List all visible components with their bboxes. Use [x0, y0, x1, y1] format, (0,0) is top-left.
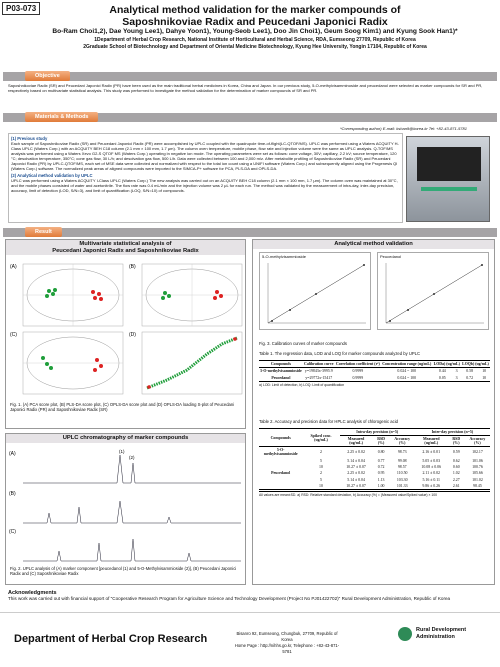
- methods-paragraph-1: Each sample of Saposhnikoviae Radix (SR) and Peucedani Japonici Radix (PR) were accomplished by UPLC coupled with the quadrupole time-of-flight(LC-QTOF/MS). UPLC was performed using a Waters ACQUITY H-Class UPLC (Waters Corp.) with an ACQUITY BEH C18 column (2.1 mm × 100 mm, 1.7 μm). The column oven temperature, mobile phase, flow rate and injection volume were the same as UPLC analysis. Q-TOF/MS analysis was performed using a Waters Xevo G2-S QTOF MS (Waters Corp.) operating in negative ion mode. The operating parameters were set as follows: cone voltage, 30V; capillary, 2.2 kV; source temperature, 120 °C; desolvation temperature, 350°C; cone gas flow, 30 L/h; and desolvation gas flow, 500 L/h. Data were collected between 100 and 2,000 m/z. After metabolite profiling of Saposhnikoviae Radix (SR) and Peucedani Japonici Radix (PR) by UPLC-QTOF/MS, each set of MSE data were collected and normalized with respect to the total ion count using a UNIFI software (Waters Corp.) and subsequently aligned using the Progenesis QI (Waters Corp.) software. The normalized peak areas of aligned compounds were imported to the SIMCA-P+ software for PCA, PLS-DA and OPLS-DA.: [11, 141, 399, 171]
- pca-score-plot: [23, 264, 123, 326]
- multivariate-panel: [5, 239, 246, 429]
- curve-title-2: Peucedanol: [380, 254, 402, 259]
- t1-cell: 0.024 ~ 100: [397, 375, 417, 380]
- t2-cell: 5.14 ± 0.04: [347, 477, 365, 482]
- t2-cell: 103.30: [396, 477, 408, 482]
- t2-cell: 98.45: [473, 484, 482, 489]
- t2-cell: 2.16 ± 0.01: [422, 450, 441, 455]
- t2-cell: 1.00: [377, 484, 385, 489]
- multivariate-header-line-2: Peucedani Japonici Radix and Saposhnikoviae Radix: [52, 247, 199, 254]
- methods-heading-2: (2) Analytical method validation by UPLC: [11, 173, 93, 178]
- t2-cell: 0.77: [377, 458, 385, 463]
- t2-cell: 101.06: [472, 458, 483, 463]
- peak-label-1: (1): [119, 449, 125, 454]
- table1-note: a) LOD: Limit of detection, b) LOQ: Limit of quantification: [259, 382, 345, 387]
- uplc-header: UPLC chromatography of marker compounds: [6, 434, 245, 443]
- t2-cell: 5: [320, 477, 322, 482]
- ack-heading: Acknowledgments: [8, 590, 57, 596]
- address-line-2: Home Page : http://nihhs.go.kr, Telephone : +82-43-871-5781: [234, 643, 340, 654]
- authors: Bo-Ram Choi1,2), Dae Young Lee1), Dahye Yoon1), Young-Seob Lee1), Doo Jin Choi1), Geum Soog Kim1) and Kyung Sook Han1)*: [52, 28, 458, 35]
- uplc-panel: [5, 433, 246, 585]
- multivariate-header: [6, 240, 245, 255]
- t1-cell: 0.05: [438, 375, 446, 380]
- t2-header: Spiked conc. (ug/mL): [302, 429, 339, 447]
- t2-header: Accuracy (%): [465, 436, 490, 447]
- table2-title: Table 2. Accuracy and precision data for HPLC analysis of chlorogenic acid: [259, 419, 398, 424]
- t2-cell: 102.17: [472, 450, 483, 455]
- panel-label-b: (B): [129, 264, 136, 270]
- title-line-2: Saposhnikoviae Radix and Peucedani Japonici Radix: [122, 16, 388, 28]
- t2-header: Measured (ug/mL): [340, 436, 373, 447]
- oplsda-score-plot: [23, 332, 123, 394]
- t2-group-header: Intra-day precision (n=5): [340, 429, 415, 436]
- t1-cell: 10: [482, 369, 487, 374]
- acknowledgments: [8, 590, 492, 602]
- poster-title: [20, 4, 490, 28]
- chromatogram-c: [23, 539, 241, 561]
- validation-panel: [252, 239, 495, 585]
- methods-paragraph-2: UPLC was performed using a Waters ACQUITY I-Class UPLC (Waters Corp.) The new analysis was carried out on an ACQUITY BEH C18 column (2.1 mm × 100 mm, 1.7 μm). The column oven was maintained at 30°C, and the mobile phases consisted of water and acetonitrile. The flow rate was 0.4 mL/min and the injection volume was 2 μL for each run. The method was validated by the measurement of intra-day, inter-day precision, accuracy, limit of detection (LOD, S/N=3), and limit of quantification (LOQ, S/N=10) of compounds.: [11, 178, 398, 193]
- t1-cell: Peucedanol: [271, 375, 291, 380]
- t2-header: RSD (%): [448, 436, 465, 447]
- t2-header: RSD (%): [373, 436, 390, 447]
- ack-text: This work was carried out with financial support of "Cooperative Research Program for Agriculture Science and Technology Development (Project No PJ01422702)" Rural Development Administration, Republic of Korea: [8, 596, 451, 601]
- t1-cell: y=19843x-3995.9: [304, 369, 333, 374]
- t1-header: Concentration range (ug/mL): [382, 362, 432, 366]
- t2-cell: 10: [319, 484, 323, 489]
- rda-line-2: Administration: [416, 634, 455, 640]
- t2-cell: 2.25 ± 0.02: [347, 450, 365, 455]
- t1-header: Calibration curve: [304, 362, 334, 366]
- t2-cell: 98.57: [397, 464, 407, 469]
- t1-cell: 3: [455, 375, 458, 380]
- footer-address: [232, 631, 342, 655]
- oplsda-s-plot: [142, 332, 242, 394]
- calibration-curve-2: [377, 252, 489, 330]
- t2-cell: 0.59: [452, 450, 460, 455]
- uplc-chromatograms: [7, 443, 246, 565]
- methods-bar: [3, 113, 497, 122]
- t2-cell: 10.27 ± 0.07: [346, 464, 366, 469]
- t2-cell: 2.61: [452, 484, 460, 489]
- address-line-1: Bisanro 92, Eumseong, Chungbuk, 27709, Republic of Korea: [236, 631, 338, 642]
- t1-header: Compounds: [259, 361, 303, 368]
- rda-name: [416, 627, 466, 641]
- footer-organization: Department of Herbal Crop Research: [14, 633, 208, 645]
- panel-label-a: (A): [10, 264, 17, 270]
- t2-cell: 100.76: [472, 464, 483, 469]
- t2-header: Compounds: [259, 429, 302, 447]
- t1-cell: 0.9999: [352, 375, 364, 380]
- poster-id: P03-073: [2, 2, 40, 15]
- t1-header: Correlation coefficient (r²): [335, 362, 380, 366]
- t2-cell: 98.73: [397, 450, 407, 455]
- table-row: [259, 368, 490, 375]
- chrom-label-b: (B): [9, 491, 16, 497]
- t2-cell: 110.50: [396, 471, 408, 476]
- t2-cell: 0.80: [377, 450, 385, 455]
- t1-cell: 0.72: [466, 375, 474, 380]
- t2-cell: 101.33: [396, 484, 408, 489]
- objective-text: Saposhnikoviae Radix (SR) and Peucedani Japonici Radix (PR) have been used as the main traditional herbal medicines in Korea, China and Japan. In our previous study, 5-O-methylvisamminoside and peucedanol were selected as marker compounds for SR and PR, respectively based on multivariate statistical analysis. This study was performed to investigate the method validation for the determination of marker compounds of SR and PR.: [8, 83, 483, 93]
- t1-header: LODa) (ug/mL): [433, 362, 460, 366]
- objective-label: Objective: [25, 71, 70, 81]
- t2-cell: 2.11 ± 0.02: [422, 471, 441, 476]
- t1-cell: 10: [482, 375, 487, 380]
- t2-cell: 105.66: [472, 471, 483, 476]
- t2-cell: 10: [319, 464, 323, 469]
- table-row: [259, 483, 490, 490]
- methods-label: Materials & Methods: [25, 112, 98, 122]
- table2-body: [259, 447, 490, 490]
- t2-cell: 0.60: [452, 464, 460, 469]
- t2-header: Measured (ug/mL): [415, 436, 448, 447]
- t2-cell: [259, 483, 302, 490]
- t1-header: LOQb) (ug/mL): [462, 362, 489, 366]
- t2-cell: 2: [320, 450, 322, 455]
- uplc-instrument-image: [406, 136, 490, 222]
- affiliations: [20, 37, 490, 50]
- validation-header: Analytical method validation: [253, 240, 494, 249]
- t2-cell: 0.72: [377, 464, 385, 469]
- t2-cell: 5.14 ± 0.04: [347, 458, 365, 463]
- rda-line-1: Rural Development: [416, 627, 467, 633]
- t2-cell: 99.08: [397, 458, 407, 463]
- methods-box: [8, 133, 403, 223]
- t2-cell: 2.27: [452, 477, 460, 482]
- t2-group-header: Inter-day precision (n=5): [415, 429, 490, 436]
- plsda-score-plot: [142, 264, 242, 326]
- t2-cell: 10.08 ± 0.06: [421, 464, 442, 469]
- panel-label-d: (D): [129, 332, 136, 338]
- multivariate-header-line-1: Multivariate statistical analysis of: [79, 241, 172, 247]
- t2-cell: 5-O-methylvisammioside: [263, 448, 298, 457]
- t2-cell: Peucedanol: [271, 471, 291, 476]
- t2-cell: 101.02: [472, 477, 483, 482]
- chrom-label-c: (C): [9, 529, 16, 535]
- table2-note: All values are mean±SD. a) RSD: Relative standard deviation, b) Accuracy (%) = (Measured value/Spiked value) × 100: [259, 491, 490, 497]
- methods-heading-1: (1) Previous study: [11, 136, 48, 141]
- chrom-label-a: (A): [9, 451, 16, 457]
- curve-title-1: 5-O-methylvisammioside: [262, 254, 307, 259]
- score-plots: [7, 258, 246, 398]
- t2-cell: 0.95: [377, 471, 385, 476]
- t2-cell: 2: [320, 471, 322, 476]
- t2-cell: 2.25 ± 0.02: [347, 471, 365, 476]
- result-bar: [3, 228, 497, 237]
- t2-cell: 5.05 ± 0.03: [422, 458, 441, 463]
- t2-cell: 9.86 ± 0.26: [422, 484, 441, 489]
- t2-header: Accuracy (%): [390, 436, 415, 447]
- affiliation-1: 1Department of Herbal Crop Research, National Institute of Horticultural and Herbal Science, RDA, Eumseong 27709, Republic of Korea: [94, 37, 416, 43]
- t1-cell: 0.9999: [352, 369, 364, 374]
- result-label: Result: [25, 227, 62, 237]
- title-line-1: Analytical method validation for the marker compounds of: [109, 4, 401, 16]
- table2: [259, 428, 490, 497]
- table1: [259, 360, 490, 387]
- t1-cell: 0.58: [466, 369, 474, 374]
- t2-cell: 1.13: [377, 477, 385, 482]
- t2-cell: 0.62: [452, 458, 460, 463]
- t1-cell: 5-O-methylvisammioside: [260, 369, 302, 374]
- t2-cell: 5: [320, 458, 322, 463]
- t2-cell: 5.16 ± 0.11: [422, 477, 441, 482]
- correspondence: *Corresponding author) E-mail: kshan9@korea.kr Tel: +82-43-871-5781: [340, 126, 467, 131]
- table-row: [259, 374, 490, 381]
- footer: [0, 612, 500, 667]
- t1-cell: 0.44: [438, 369, 446, 374]
- fig2-caption: Fig. 2. UPLC analysis of (A) marker component [peucedanol (1) and 5-O-Methylvisammioside (2)], (B) Peucedani Japonici Radix and (C) Saposhnikoviae Radix: [10, 566, 237, 576]
- table-row: [259, 447, 490, 458]
- peak-label-2: (2): [129, 455, 135, 460]
- t1-cell: y=29772x-15417: [305, 375, 333, 380]
- t1-cell: 0.024 ~ 100: [397, 369, 417, 374]
- t1-cell: 3: [455, 369, 458, 374]
- t2-cell: 10.27 ± 0.07: [346, 484, 366, 489]
- t2-cell: 1.02: [452, 471, 460, 476]
- calibration-curve-1: [259, 252, 371, 330]
- rda-logo-icon: [398, 627, 412, 641]
- objective-bar: [3, 72, 497, 81]
- affiliation-2: 2Graduate School of Biotechnology and Department of Oriental Medicine Biotechnology, Kyung Hee University, Yongin 17104, Republic of Korea: [83, 43, 427, 50]
- panel-label-c: (C): [10, 332, 17, 338]
- fig3-caption: Fig. 3. Calibration curves of marker compounds: [259, 341, 347, 346]
- fig1-caption: Fig. 1. (A) PCA score plot, (B) PLS-DA score plot, (C) OPLS-DA score plot and (D) OPLS-DA loading S-plot of Peucedani Japonici Radix (PR) and Saposhnikoviae Radix (SR): [10, 402, 235, 412]
- table1-title: Table 1. The regression data, LOD and LOQ for marker compounds analyzed by UPLC: [259, 351, 420, 356]
- chromatogram-b: [23, 501, 241, 523]
